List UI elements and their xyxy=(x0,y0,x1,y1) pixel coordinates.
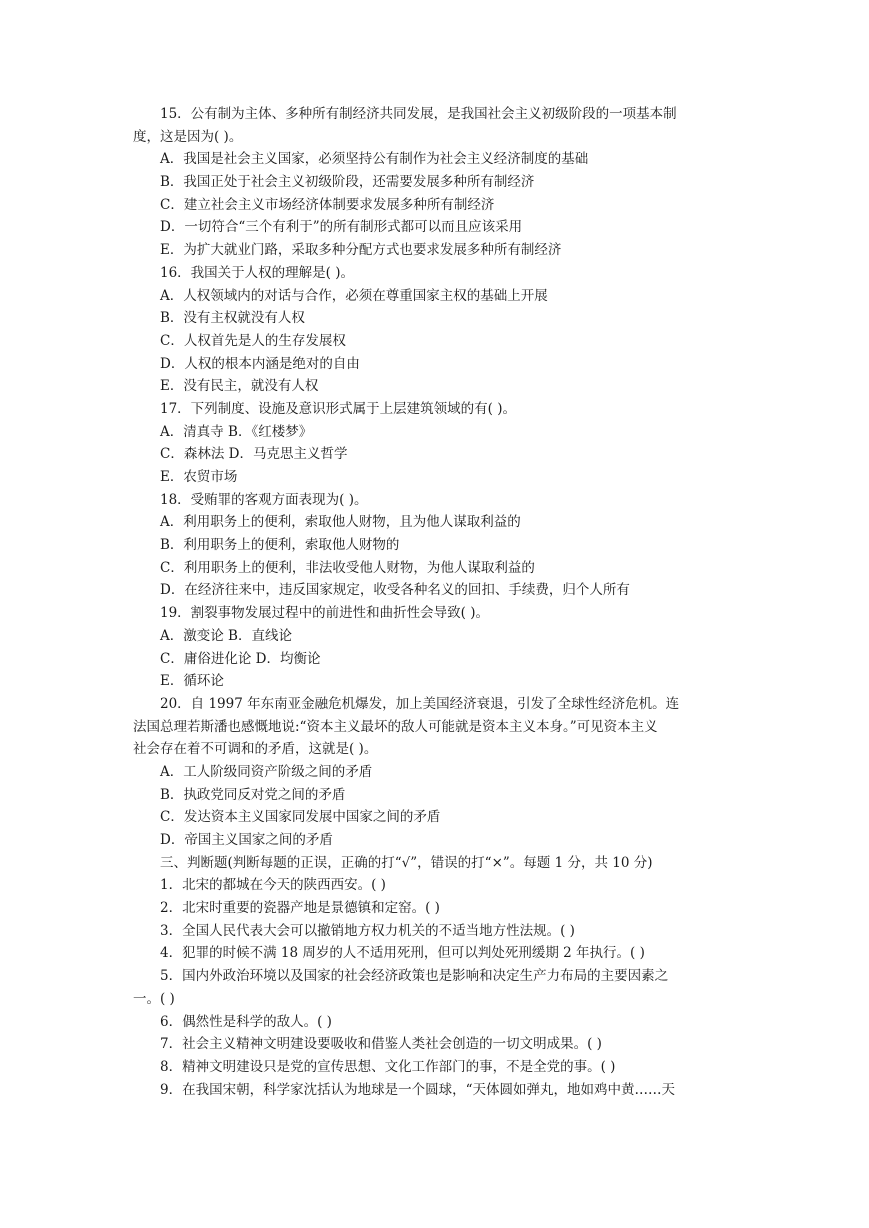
text-line: 三、判断题(判断每题的正误，正确的打“√”，错误的打“×”。每题 1 分，共 10 分) xyxy=(160,854,653,871)
text-line: 1．北宋的都城在今天的陕西西安。( ) xyxy=(160,877,386,894)
text-line: 6．偶然性是科学的敌人。( ) xyxy=(160,1013,332,1030)
text-line: E．循环论 xyxy=(160,673,224,690)
text-line: 7．社会主义精神文明建设要吸收和借鉴人类社会创造的一切文明成果。( ) xyxy=(160,1036,602,1053)
text-line: A．激变论 B．直线论 xyxy=(160,627,292,644)
text-line: 8．精神文明建设只是党的宣传思想、文化工作部门的事，不是全党的事。( ) xyxy=(160,1058,616,1075)
text-line: 19．割裂事物发展过程中的前进性和曲折性会导致( )。 xyxy=(160,605,490,622)
text-line: C．发达资本主义国家同发展中国家之间的矛盾 xyxy=(160,809,441,826)
text-line: B．我国正处于社会主义初级阶段，还需要发展多种所有制经济 xyxy=(160,174,535,191)
text-line: E．没有民主，就没有人权 xyxy=(160,378,319,395)
text-line: B．利用职务上的便利，索取他人财物的 xyxy=(160,537,400,554)
text-line: E．农贸市场 xyxy=(160,469,238,485)
text-line: 度，这是因为( )。 xyxy=(133,128,243,145)
text-line: D．人权的根本内涵是绝对的自由 xyxy=(160,355,360,372)
text-line: 一。( ) xyxy=(133,990,175,1007)
text-line: B．没有主权就没有人权 xyxy=(160,310,305,327)
text-line: A．我国是社会主义国家，必须坚持公有制作为社会主义经济制度的基础 xyxy=(160,151,589,168)
text-line: 17．下列制度、设施及意识形式属于上层建筑领域的有( )。 xyxy=(160,400,517,417)
text-line: 20．自 1997 年东南亚金融危机爆发，加上美国经济衰退，引发了全球性经济危机。连 xyxy=(160,695,680,712)
text-line: 18．受贿罪的客观方面表现为( )。 xyxy=(160,491,368,508)
text-line: C．人权首先是人的生存发展权 xyxy=(160,332,346,349)
text-line: A．利用职务上的便利，索取他人财物，且为他人谋取利益的 xyxy=(160,514,521,531)
text-line: B．执政党同反对党之间的矛盾 xyxy=(160,786,346,803)
text-line: 9．在我国宋朝，科学家沈括认为地球是一个圆球，“天体圆如弹丸，地如鸡中黄……天 xyxy=(160,1081,675,1098)
text-line: D．帝国主义国家之间的矛盾 xyxy=(160,832,333,848)
text-line: 3．全国人民代表大会可以撤销地方权力机关的不适当地方性法规。( ) xyxy=(160,922,575,939)
text-line: 4．犯罪的时候不满 18 周岁的人不适用死刑，但可以判处死刑缓期 2 年执行。( ) xyxy=(160,945,645,962)
text-line: 5．国内外政治环境以及国家的社会经济政策也是影响和决定生产力布局的主要因素之 xyxy=(160,968,669,985)
text-line: A．清真寺 B．《红楼梦》 xyxy=(160,423,313,440)
text-line: C．森林法 D．马克思主义哲学 xyxy=(160,446,348,463)
text-line: C．庸俗进化论 D．均衡论 xyxy=(160,650,321,667)
text-line: 16．我国关于人权的理解是( )。 xyxy=(160,264,355,281)
text-line: E．为扩大就业门路，采取多种分配方式也要求发展多种所有制经济 xyxy=(160,242,562,259)
document-body xyxy=(133,103,739,1101)
text-line: 15．公有制为主体、多种所有制经济共同发展，是我国社会主义初级阶段的一项基本制 xyxy=(160,106,677,122)
text-line: 社会存在着不可调和的矛盾，这就是( )。 xyxy=(133,741,378,758)
text-line: A．人权领域内的对话与合作，必须在尊重国家主权的基础上开展 xyxy=(160,287,548,304)
text-line: D．一切符合“三个有利于”的所有制形式都可以而且应该采用 xyxy=(160,219,523,236)
text-line: D．在经济往来中，违反国家规定，收受各种名义的回扣、手续费，归个人所有 xyxy=(160,582,630,599)
text-line: 2．北宋时重要的瓷器产地是景德镇和定窑。( ) xyxy=(160,900,440,917)
text-line: C．利用职务上的便利，非法收受他人财物，为他人谋取利益的 xyxy=(160,559,535,576)
text-line: 法国总理若斯潘也感慨地说:“资本主义最坏的敌人可能就是资本主义本身。”可见资本主义 xyxy=(133,718,658,735)
text-line: C．建立社会主义市场经济体制要求发展多种所有制经济 xyxy=(160,196,495,213)
text-line: A．工人阶级同资产阶级之间的矛盾 xyxy=(160,763,373,780)
